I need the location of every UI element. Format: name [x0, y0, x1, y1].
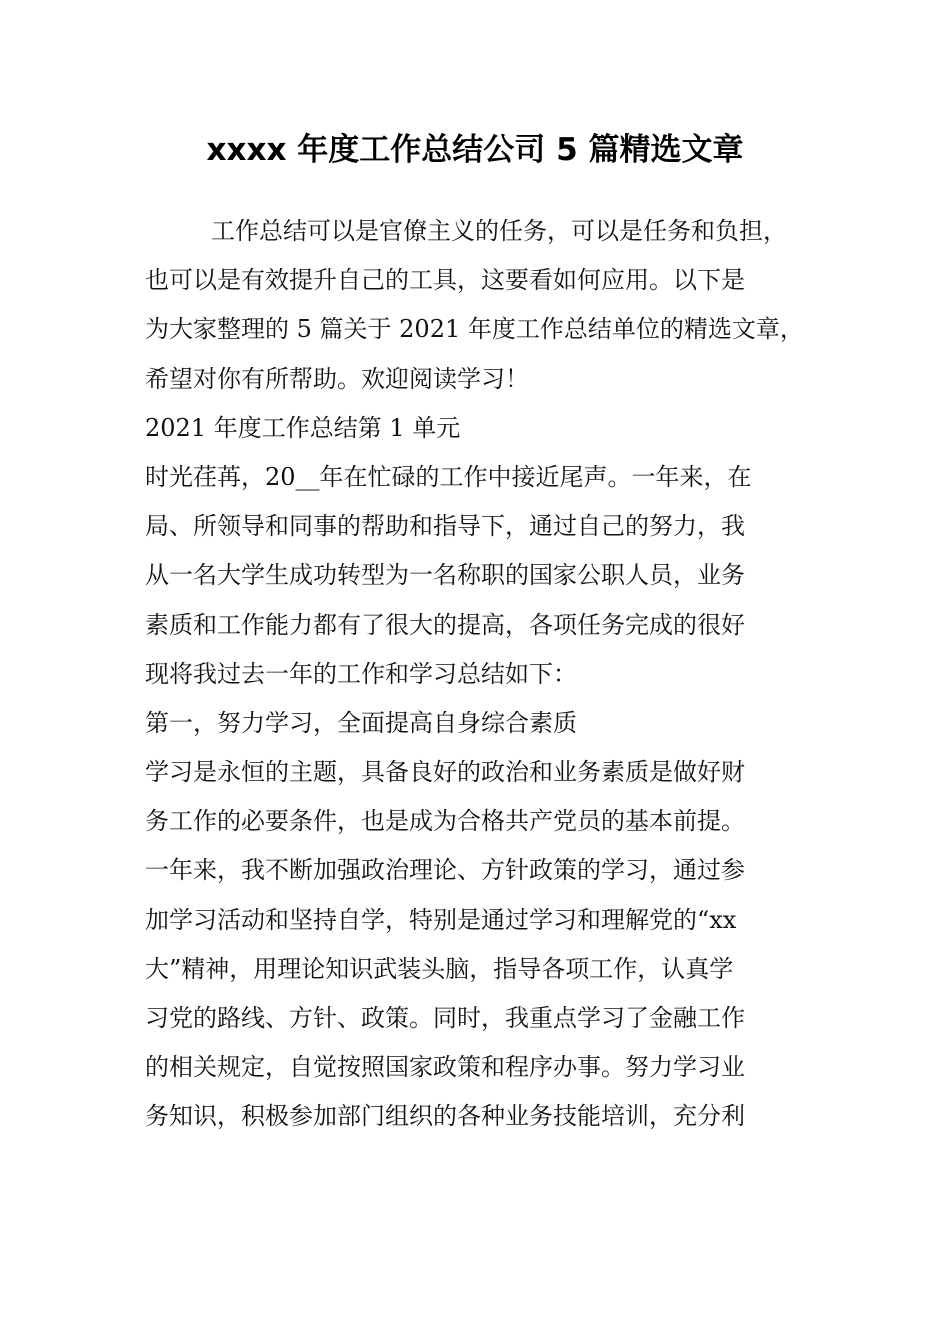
- document-title: xxxx 年度工作总结公司 5 篇精选文章: [206, 132, 744, 168]
- paragraph-line: 从一名大学生成功转型为一名称职的国家公职人员，业务: [145, 561, 745, 590]
- paragraph-line: 为大家整理的 5 篇关于 2021 年度工作总结单位的精选文章，: [145, 315, 804, 344]
- paragraph-line: 大”精神，用理论知识武装头脑，指导各项工作，认真学: [145, 954, 734, 983]
- paragraph-line: 局、所领导和同事的帮助和指导下，通过自己的努力，我: [145, 512, 745, 541]
- paragraph-line: 工作总结可以是官僚主义的任务，可以是任务和负担，: [211, 217, 787, 245]
- paragraph-line: 现将我过去一年的工作和学习总结如下：: [145, 659, 577, 688]
- paragraph-line: 务知识，积极参加部门组织的各种业务技能培训，充分利: [145, 1102, 745, 1131]
- paragraph-line: 也可以是有效提升自己的工具，这要看如何应用。以下是: [145, 266, 745, 295]
- paragraph-line: 加学习活动和坚持自学，特别是通过学习和理解党的“xx: [145, 905, 737, 934]
- section-heading: 第一，努力学习，全面提高自身综合素质: [145, 708, 577, 737]
- paragraph-line: 习党的路线、方针、政策。同时，我重点学习了金融工作: [145, 1004, 745, 1032]
- paragraph-line: 务工作的必要条件，也是成为合格共产党员的基本前提。: [145, 807, 745, 836]
- paragraph-line: 一年来，我不断加强政治理论、方针政策的学习，通过参: [145, 856, 745, 885]
- paragraph-line: 希望对你有所帮助。欢迎阅读学习！: [145, 364, 529, 393]
- document-body: [145, 207, 825, 1142]
- paragraph-line: 时光荏苒，20__年在忙碌的工作中接近尾声。一年来，在: [145, 462, 752, 491]
- paragraph-line: 学习是永恒的主题，具备良好的政治和业务素质是做好财: [145, 758, 745, 787]
- section-heading: 2021 年度工作总结第 1 单元: [145, 413, 461, 442]
- paragraph-line: 的相关规定，自觉按照国家政策和程序办事。努力学习业: [145, 1053, 745, 1082]
- paragraph-line: 素质和工作能力都有了很大的提高，各项任务完成的很好: [145, 610, 745, 639]
